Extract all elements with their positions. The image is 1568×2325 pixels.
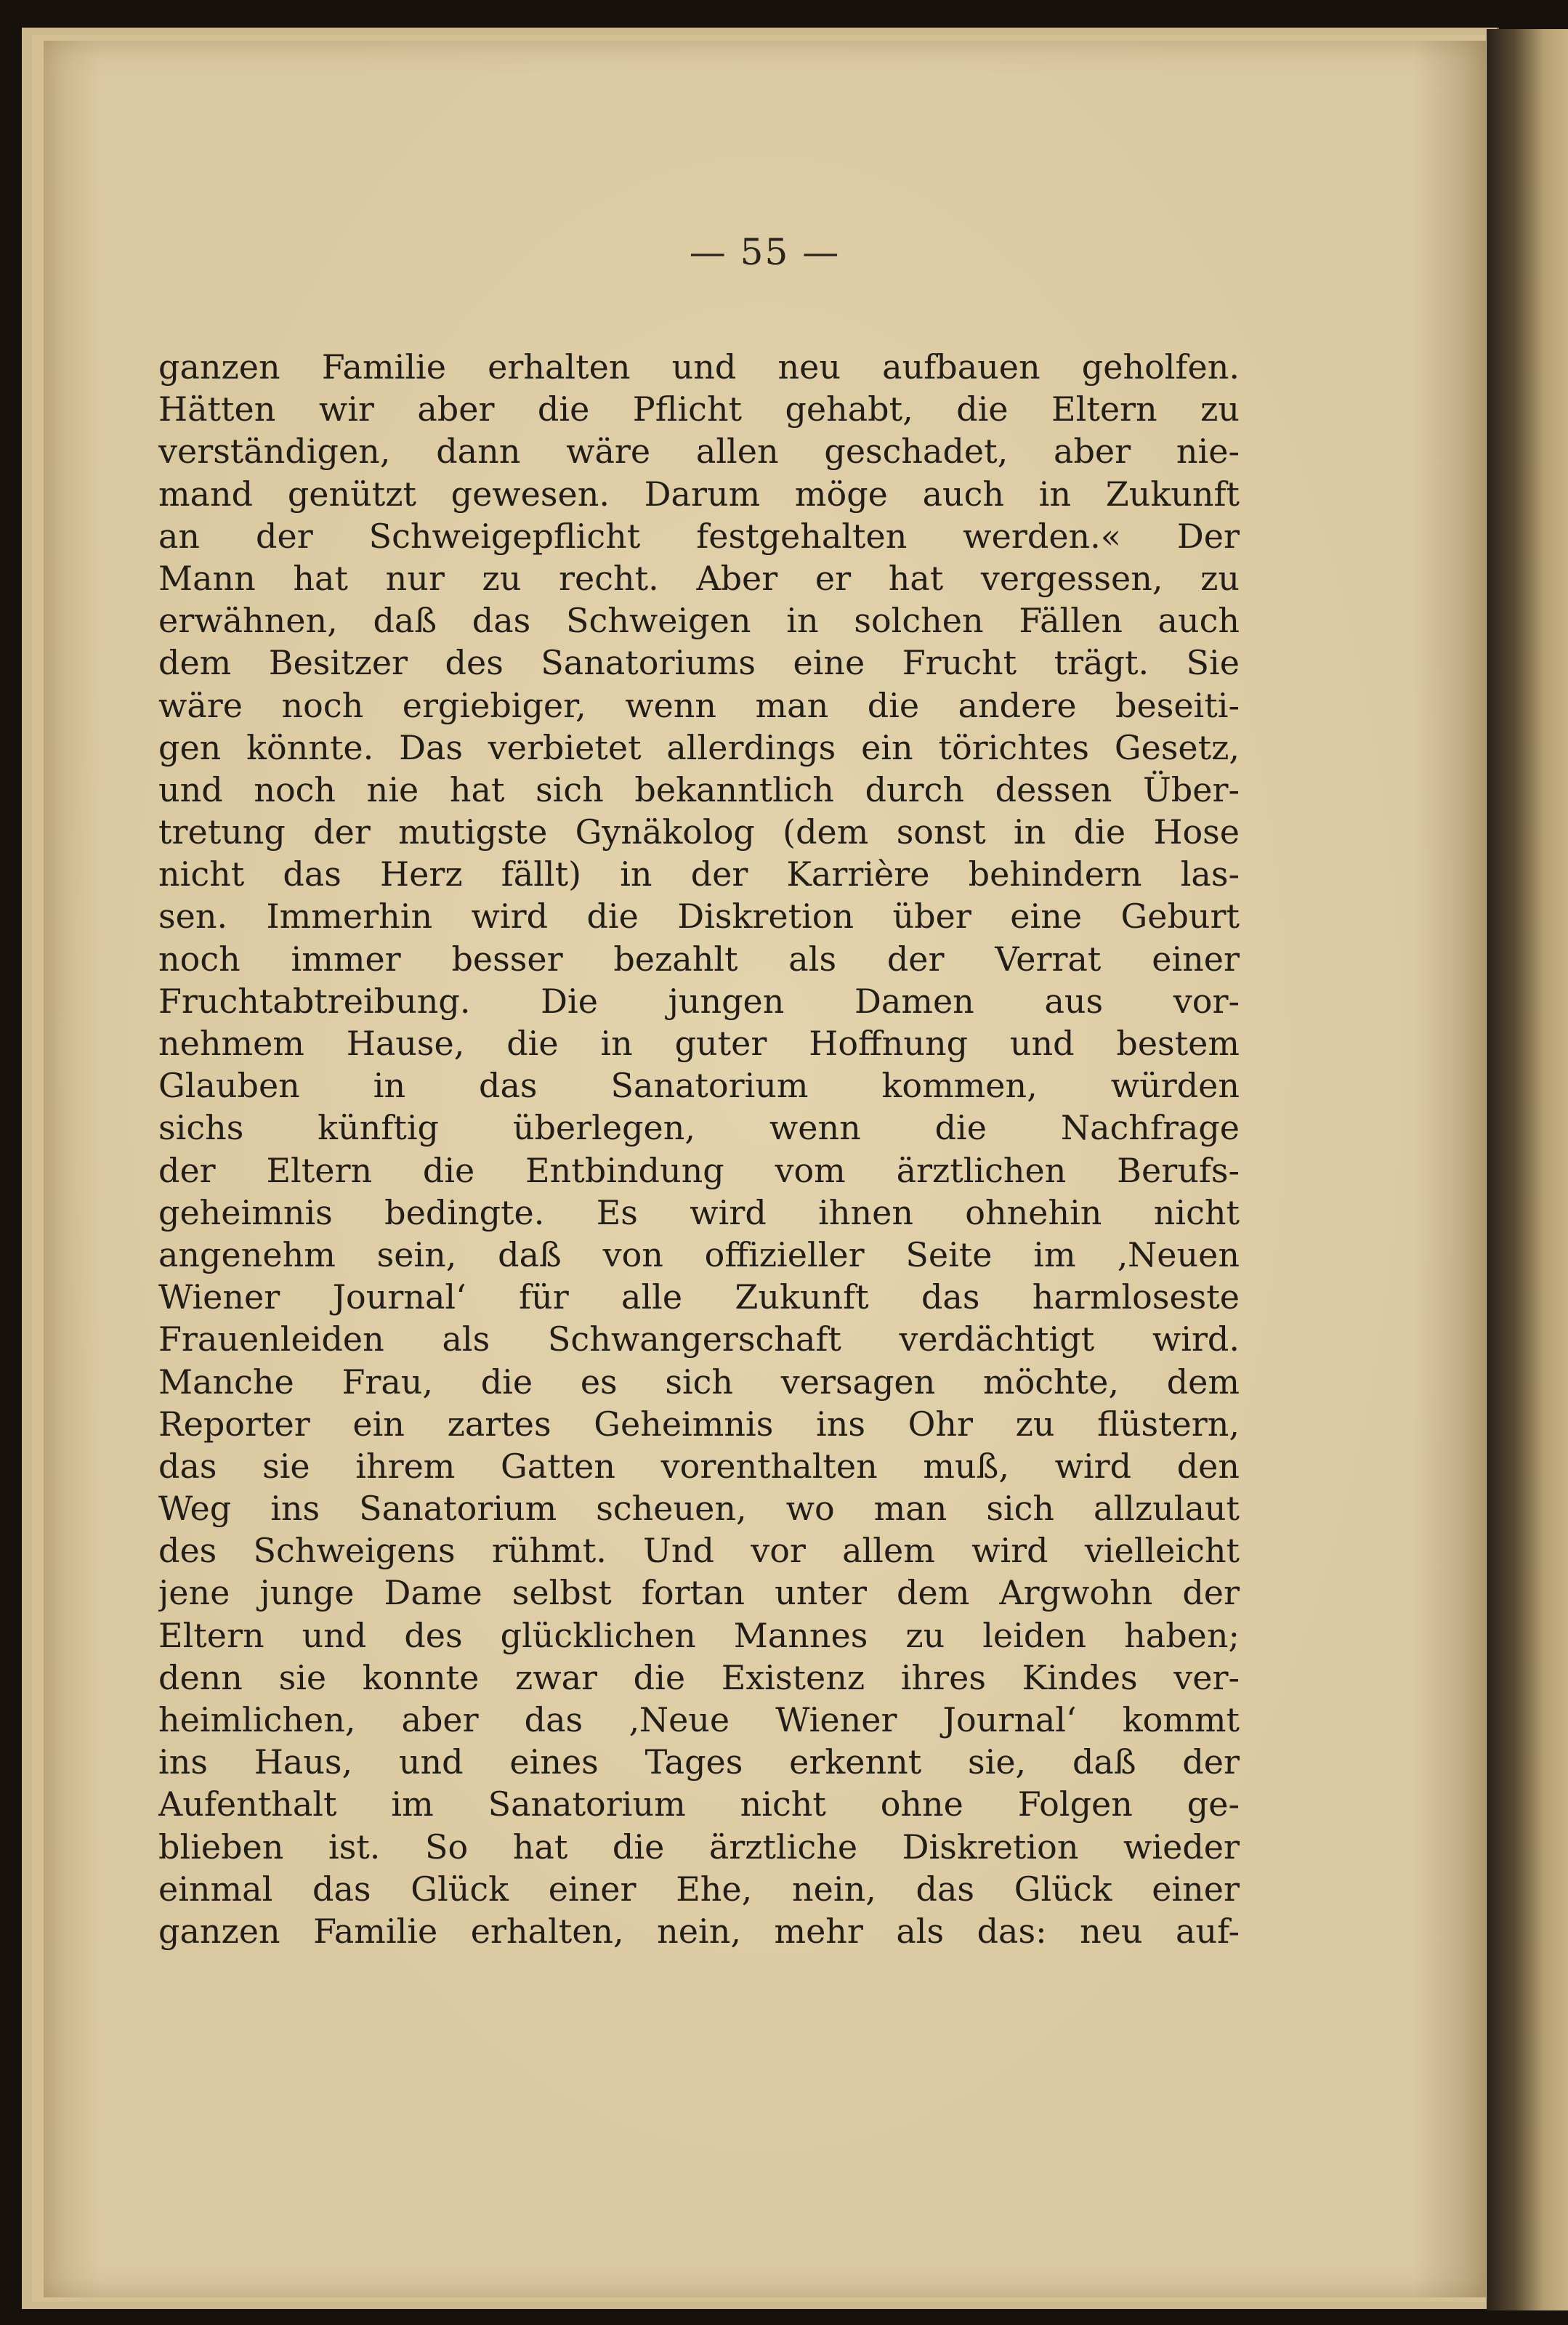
body-text [158, 346, 1240, 1952]
text-line: erwähnen, daß das Schweigen in solchen Fällen auch [158, 601, 1240, 641]
text-line: tretung der mutigste Gynäkolog (dem sonst in die Hose [158, 812, 1240, 852]
page-number: — 55 — [689, 231, 841, 273]
text-line: Aufenthalt im Sanatorium nicht ohne Folgen ge- [158, 1784, 1240, 1824]
text-line: heimlichen, aber das ‚Neue Wiener Journal‘ kommt [158, 1700, 1240, 1739]
text-line: ins Haus, und eines Tages erkennt sie, daß der [158, 1742, 1240, 1782]
text-line: blieben ist. So hat die ärztliche Diskretion wieder [158, 1827, 1240, 1867]
page-sheet [44, 41, 1486, 2297]
text-line: jene junge Dame selbst fortan unter dem Argwohn der [158, 1573, 1240, 1613]
text-line: und noch nie hat sich bekanntlich durch dessen Über- [158, 769, 1240, 809]
text-line: ganzen Familie erhalten und neu aufbauen geholfen. [158, 347, 1240, 387]
text-line: sen. Immerhin wird die Diskretion über eine Geburt [158, 897, 1240, 937]
text-line: gen könnte. Das verbietet allerdings ein törichtes Gesetz, [158, 727, 1240, 767]
text-line: Manche Frau, die es sich versagen möchte, dem [158, 1362, 1240, 1402]
text-line: dem Besitzer des Sanatoriums eine Frucht trägt. Sie [158, 643, 1240, 683]
text-line: nehmem Hause, die in guter Hoffnung und bestem [158, 1024, 1240, 1063]
text-line: einmal das Glück einer Ehe, nein, das Glück einer [158, 1869, 1240, 1909]
text-line: sichs künftig überlegen, wenn die Nachfrage [158, 1108, 1240, 1148]
text-line: Hätten wir aber die Pflicht gehabt, die Eltern zu [158, 389, 1240, 429]
text-line: das sie ihrem Gatten vorenthalten muß, wird den [158, 1446, 1240, 1486]
text-line: Fruchtabtreibung. Die jungen Damen aus vor- [158, 981, 1240, 1021]
book-gutter [1487, 29, 1568, 2310]
text-line: Reporter ein zartes Geheimnis ins Ohr zu flüstern, [158, 1404, 1240, 1444]
text-line: nicht das Herz fällt) in der Karrière behindern las- [158, 854, 1240, 894]
text-line: der Eltern die Entbindung vom ärztlichen Berufs- [158, 1150, 1240, 1190]
text-line: Mann hat nur zu recht. Aber er hat vergessen, zu [158, 558, 1240, 598]
text-line: denn sie konnte zwar die Existenz ihres Kindes ver- [158, 1657, 1240, 1697]
text-line: des Schweigens rühmt. Und vor allem wird vielleicht [158, 1531, 1240, 1571]
text-line: noch immer besser bezahlt als der Verrat einer [158, 939, 1240, 979]
text-line: angenehm sein, daß von offizieller Seite im ‚Neuen [158, 1234, 1240, 1274]
text-line: wäre noch ergiebiger, wenn man die andere beseiti- [158, 685, 1240, 725]
text-line: Wiener Journal‘ für alle Zukunft das harmloseste [158, 1277, 1240, 1317]
text-line: Weg ins Sanatorium scheuen, wo man sich allzulaut [158, 1489, 1240, 1529]
text-line: an der Schweigepflicht festgehalten werden.« Der [158, 516, 1240, 556]
text-line: Eltern und des glücklichen Mannes zu leiden haben; [158, 1615, 1240, 1655]
text-line: ganzen Familie erhalten, nein, mehr als das: neu auf- [158, 1911, 1240, 1951]
text-line: Frauenleiden als Schwangerschaft verdächtigt wird. [158, 1319, 1240, 1359]
text-line: Glauben in das Sanatorium kommen, würden [158, 1066, 1240, 1106]
text-line: geheimnis bedingte. Es wird ihnen ohnehin nicht [158, 1192, 1240, 1232]
text-line: verständigen, dann wäre allen geschadet, aber nie- [158, 432, 1240, 472]
text-line: mand genützt gewesen. Darum möge auch in Zukunft [158, 474, 1240, 514]
